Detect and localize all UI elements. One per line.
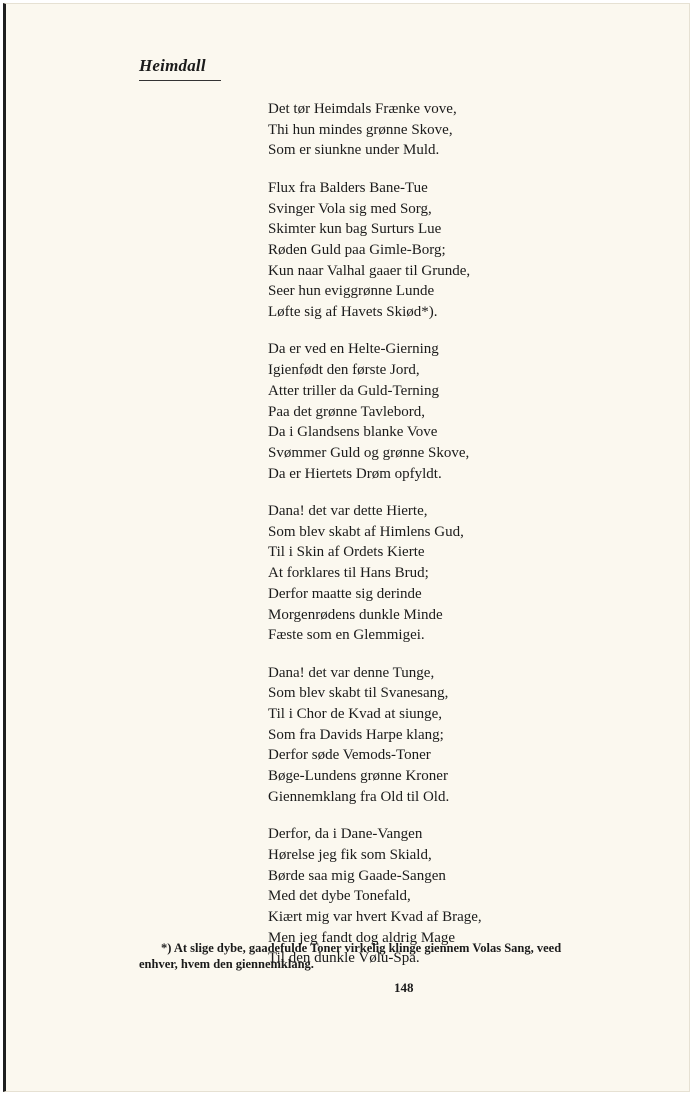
- poem-line: Med det dybe Tonefald,: [268, 888, 411, 905]
- poem-line: Men jeg fandt dog aldrig Mage: [268, 929, 456, 946]
- poem-line: Fæste som en Glemmigei.: [268, 627, 425, 644]
- poem-line: Kiært mig var hvert Kvad af Brage,: [268, 909, 482, 926]
- poem-line: Thi hun mindes grønne Skove,: [268, 121, 453, 138]
- poem-line: Skimter kun bag Surturs Lue: [268, 221, 442, 238]
- poem-line: Derfor maatte sig derinde: [268, 585, 422, 602]
- running-head: Heimdall: [139, 56, 206, 75]
- poem: [268, 99, 568, 986]
- poem-line: Svømmer Guld og grønne Skove,: [268, 444, 470, 461]
- poem-line: At forklares til Hans Brud;: [268, 565, 429, 582]
- poem-line: Det tør Heimdals Frænke vove,: [268, 101, 457, 117]
- poem-line: Løfte sig af Havets Skiød*).: [268, 304, 438, 321]
- poem-line: Flux fra Balders Bane-Tue: [268, 179, 428, 196]
- stanza: [268, 99, 568, 161]
- poem-line: Til i Skin af Ordets Kierte: [268, 544, 425, 561]
- poem-line: Paa det grønne Tavlebord,: [268, 403, 425, 420]
- page-number: 148: [394, 980, 414, 995]
- footnote: [139, 940, 679, 972]
- poem-line: Kun naar Valhal gaaer til Grunde,: [268, 262, 471, 279]
- poem-line: Da er Hiertets Drøm opfyldt.: [268, 465, 442, 482]
- stanza: [268, 339, 568, 484]
- poem-line: Børde saa mig Gaade-Sangen: [268, 867, 446, 884]
- poem-line: Til i Chor de Kvad at siunge,: [268, 706, 443, 723]
- poem-line: Som er siunkne under Muld.: [268, 142, 440, 159]
- stanza: [268, 663, 568, 808]
- poem-line: Atter triller da Guld-Terning: [268, 382, 439, 399]
- poem-line: Dana! det var denne Tunge,: [268, 664, 435, 681]
- poem-line: Som blev skabt af Himlens Gud,: [268, 523, 464, 540]
- poem-line: Igienfødt den første Jord,: [268, 362, 420, 379]
- footnote-line-1: *) At slige dybe, gaadefulde Toner virkelig klinge giennem Volas Sang, veed: [161, 941, 562, 955]
- poem-line: Derfor søde Vemods-Toner: [268, 747, 431, 764]
- poem-line: Derfor, da i Dane-Vangen: [268, 826, 423, 843]
- poem-line: Hørelse jeg fik som Skiald,: [268, 846, 432, 863]
- poem-line: Bøge-Lundens grønne Kroner: [268, 768, 448, 785]
- stanza: [268, 501, 568, 646]
- poem-line: Røden Guld paa Gimle-Borg;: [268, 241, 446, 258]
- running-head-rule: [139, 80, 221, 81]
- poem-line: Seer hun eviggrønne Lunde: [268, 283, 435, 300]
- poem-line: Svinger Vola sig med Sorg,: [268, 200, 432, 217]
- poem-line: Giennemklang fra Old til Old.: [268, 788, 450, 805]
- book-page: [3, 3, 690, 1092]
- stanza: [268, 178, 568, 323]
- poem-line: Som blev skabt til Svanesang,: [268, 685, 449, 702]
- poem-line: Dana! det var dette Hierte,: [268, 503, 428, 520]
- poem-line: Som fra Davids Harpe klang;: [268, 726, 444, 743]
- poem-line: Morgenrødens dunkle Minde: [268, 606, 443, 623]
- poem-line: Da er ved en Helte-Gierning: [268, 341, 439, 358]
- poem-line: Til den dunkle Vølu-Spa.: [268, 950, 420, 967]
- footnote-line-2: enhver, hvem den giennemklang.: [139, 957, 314, 971]
- poem-line: Da i Glandsens blanke Vove: [268, 424, 438, 441]
